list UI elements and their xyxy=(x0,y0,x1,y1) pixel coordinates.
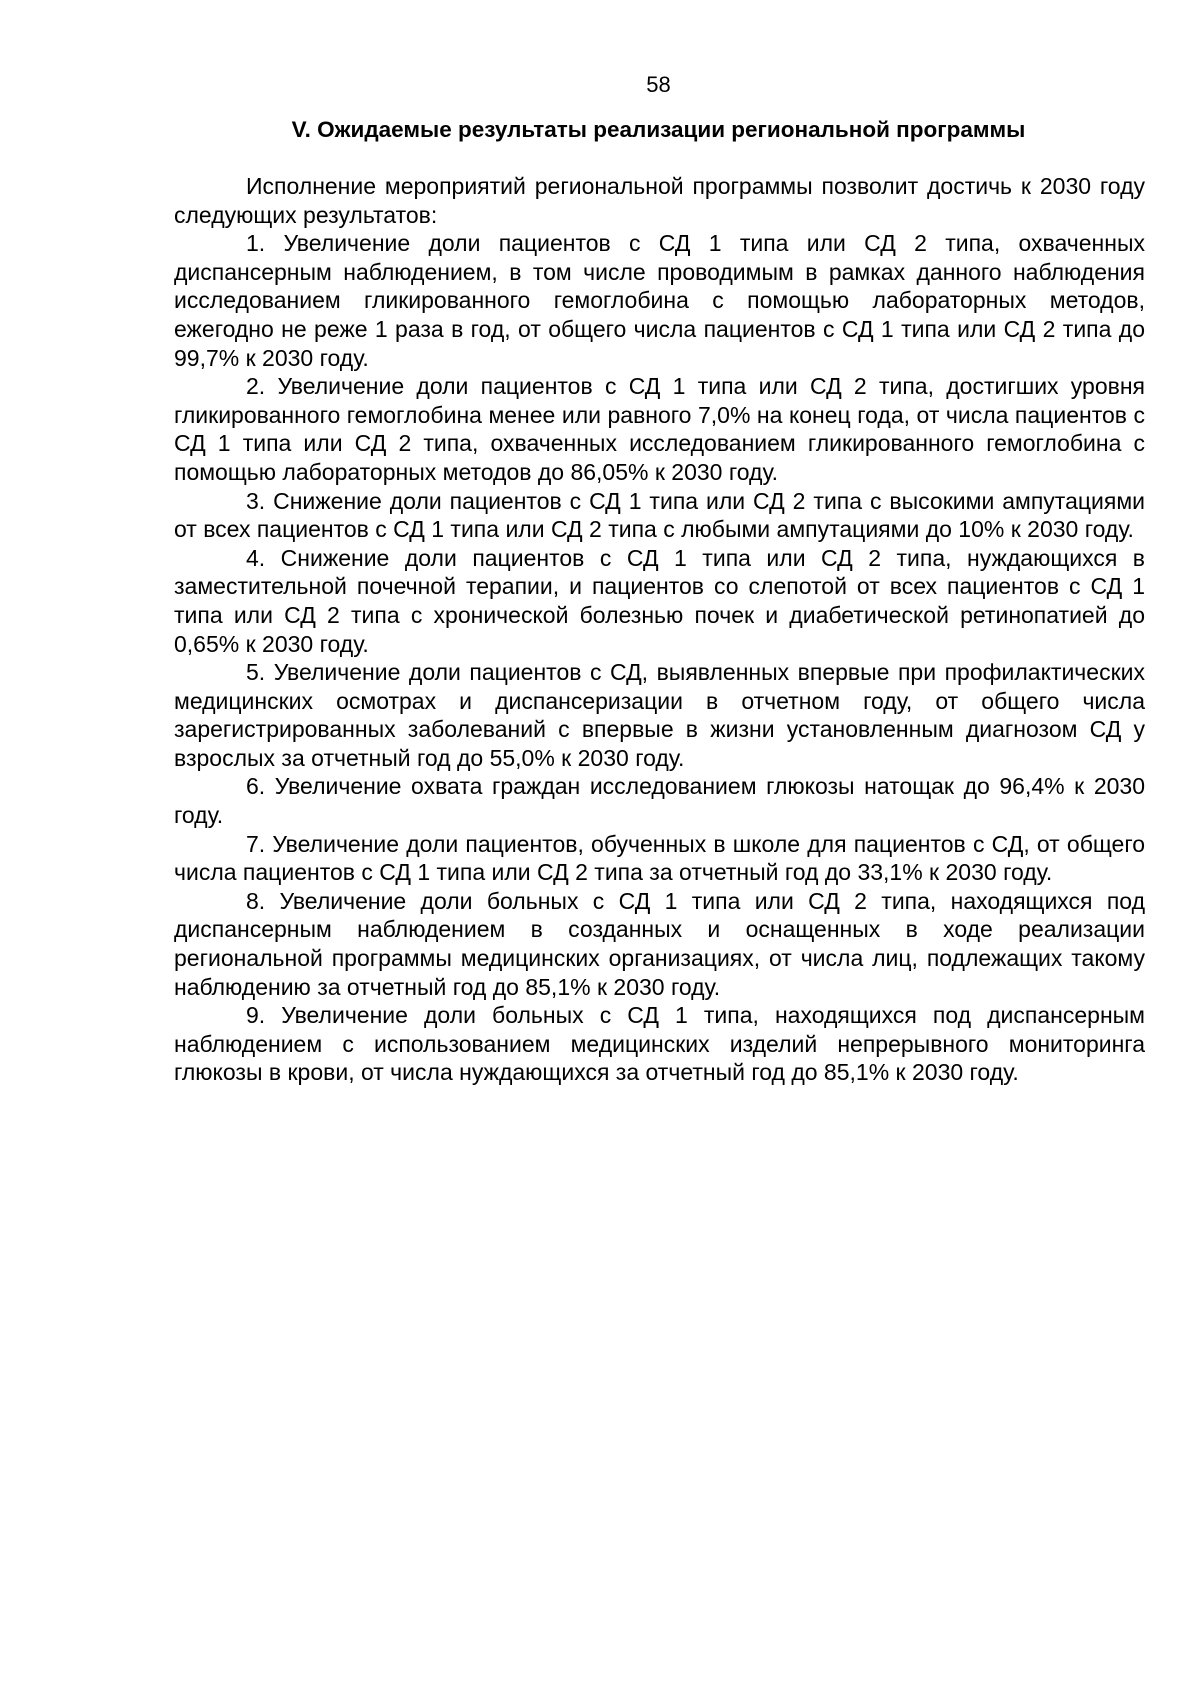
result-item-2: 2. Увеличение доли пациентов с СД 1 типа или СД 2 типа, достигших уровня гликированного гемоглобина менее или равного 7,0% на конец года, от числа пациентов с СД 1 типа или СД 2 типа, охваченных исследованием гликированного гемоглобина с помощью лабораторных методов до 86,05% к 2030 году. xyxy=(174,373,1145,485)
page-number: 58 xyxy=(646,72,671,97)
result-item-8: 8. Увеличение доли больных с СД 1 типа или СД 2 типа, находящихся под диспансерным наблюдением в созданных и оснащенных в ходе реализации региональной программы медицинских организациях, от числа лиц, подлежащих такому наблюдению за отчетный год до 85,1% к 2030 году. xyxy=(174,887,1145,1000)
result-item-7: 7. Увеличение доли пациентов, обученных в школе для пациентов с СД, от общего числа пациентов с СД 1 типа или СД 2 типа за отчетный год до 33,1% к 2030 году. xyxy=(174,830,1145,886)
result-item-4: 4. Снижение доли пациентов с СД 1 типа или СД 2 типа, нуждающихся в заместительной почечной терапии, и пациентов со слепотой от всех пациентов с СД 1 типа или СД 2 типа с хронической болезнью почек и диабетической ретинопатией до 0,65% к 2030 году. xyxy=(174,544,1145,657)
result-item-1: 1. Увеличение доли пациентов с СД 1 типа или СД 2 типа, охваченных диспансерным наблюдением, в том числе проводимым в рамках данного наблюдения исследованием гликированного гемоглобина с помощью лабораторных методов, ежегодно не реже 1 раза в год, от общего числа пациентов с СД 1 типа или СД 2 типа до 99,7% к 2030 году. xyxy=(174,230,1145,371)
result-item-6: 6. Увеличение охвата граждан исследованием глюкозы натощак до 96,4% к 2030 году. xyxy=(174,773,1145,829)
section-title: V. Ожидаемые результаты реализации региональной программы xyxy=(291,117,1026,142)
intro-paragraph: Исполнение мероприятий региональной программы позволит достичь к 2030 году следующих результатов: xyxy=(174,173,1145,228)
body-text xyxy=(174,172,1145,1087)
result-item-3: 3. Снижение доли пациентов с СД 1 типа или СД 2 типа с высокими ампутациями от всех пациентов с СД 1 типа или СД 2 типа с любыми ампутациями до 10% к 2030 году. xyxy=(174,487,1145,543)
result-item-9: 9. Увеличение доли больных с СД 1 типа, находящихся под диспансерным наблюдением с использованием медицинских изделий непрерывного мониторинга глюкозы в крови, от числа нуждающихся за отчетный год до 85,1% к 2030 году. xyxy=(174,1002,1145,1086)
result-item-5: 5. Увеличение доли пациентов с СД, выявленных впервые при профилактических медицинских осмотрах и диспансеризации в отчетном году, от общего числа зарегистрированных заболеваний с впервые в жизни установленным диагнозом СД у взрослых за отчетный год до 55,0% к 2030 году. xyxy=(174,659,1145,771)
